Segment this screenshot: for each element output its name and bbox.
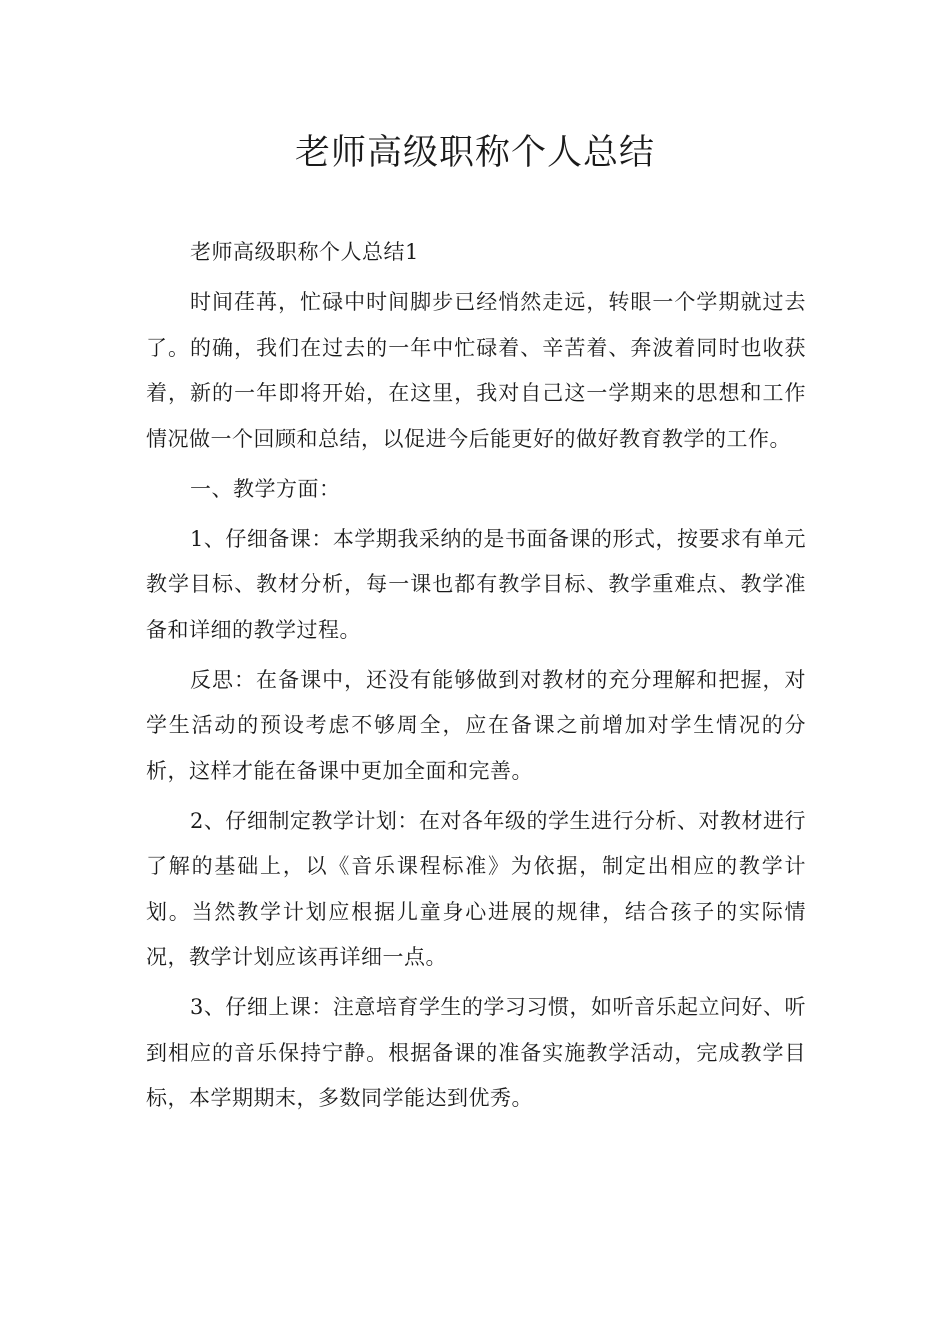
document-body: [146, 230, 806, 1122]
section-heading-teaching: 一、教学方面：: [190, 476, 341, 501]
section-heading-1: 老师高级职称个人总结1: [190, 240, 419, 264]
document-title: 老师高级职称个人总结: [294, 133, 655, 173]
paragraph-reflection: 反思：在备课中，还没有能够做到对教材的充分理解和把握，对学生活动的预设考虑不够周全，应在备课之前增加对学生情况的分析，这样才能在备课中更加全面和完善。: [146, 667, 806, 783]
paragraph-teaching-plan: 2、仔细制定教学计划：在对各年级的学生进行分析、对教材进行了解的基础上，以《音乐课程标准》为依据，制定出相应的教学计划。当然教学计划应根据儿童身心进展的规律，结合孩子的实际情况，教学计划应该再详细一点。: [146, 808, 806, 969]
paragraph-lesson-prep: 1、仔细备课：本学期我采纳的是书面备课的形式，按要求有单元教学目标、教材分析，每一课也都有教学目标、教学重难点、教学准备和详细的教学过程。: [146, 526, 806, 642]
paragraph-classes: 3、仔细上课：注意培育学生的学习习惯，如听音乐起立问好、听到相应的音乐保持宁静。根据备课的准备实施教学活动，完成教学目标，本学期期末，多数同学能达到优秀。: [146, 995, 806, 1110]
paragraph-intro: 时间荏苒，忙碌中时间脚步已经悄然走远，转眼一个学期就过去了。的确，我们在过去的一年中忙碌着、辛苦着、奔波着同时也收获着，新的一年即将开始，在这里，我对自己这一学期来的思想和工作情况做一个回顾和总结，以促进今后能更好的做好教育教学的工作。: [146, 290, 806, 451]
